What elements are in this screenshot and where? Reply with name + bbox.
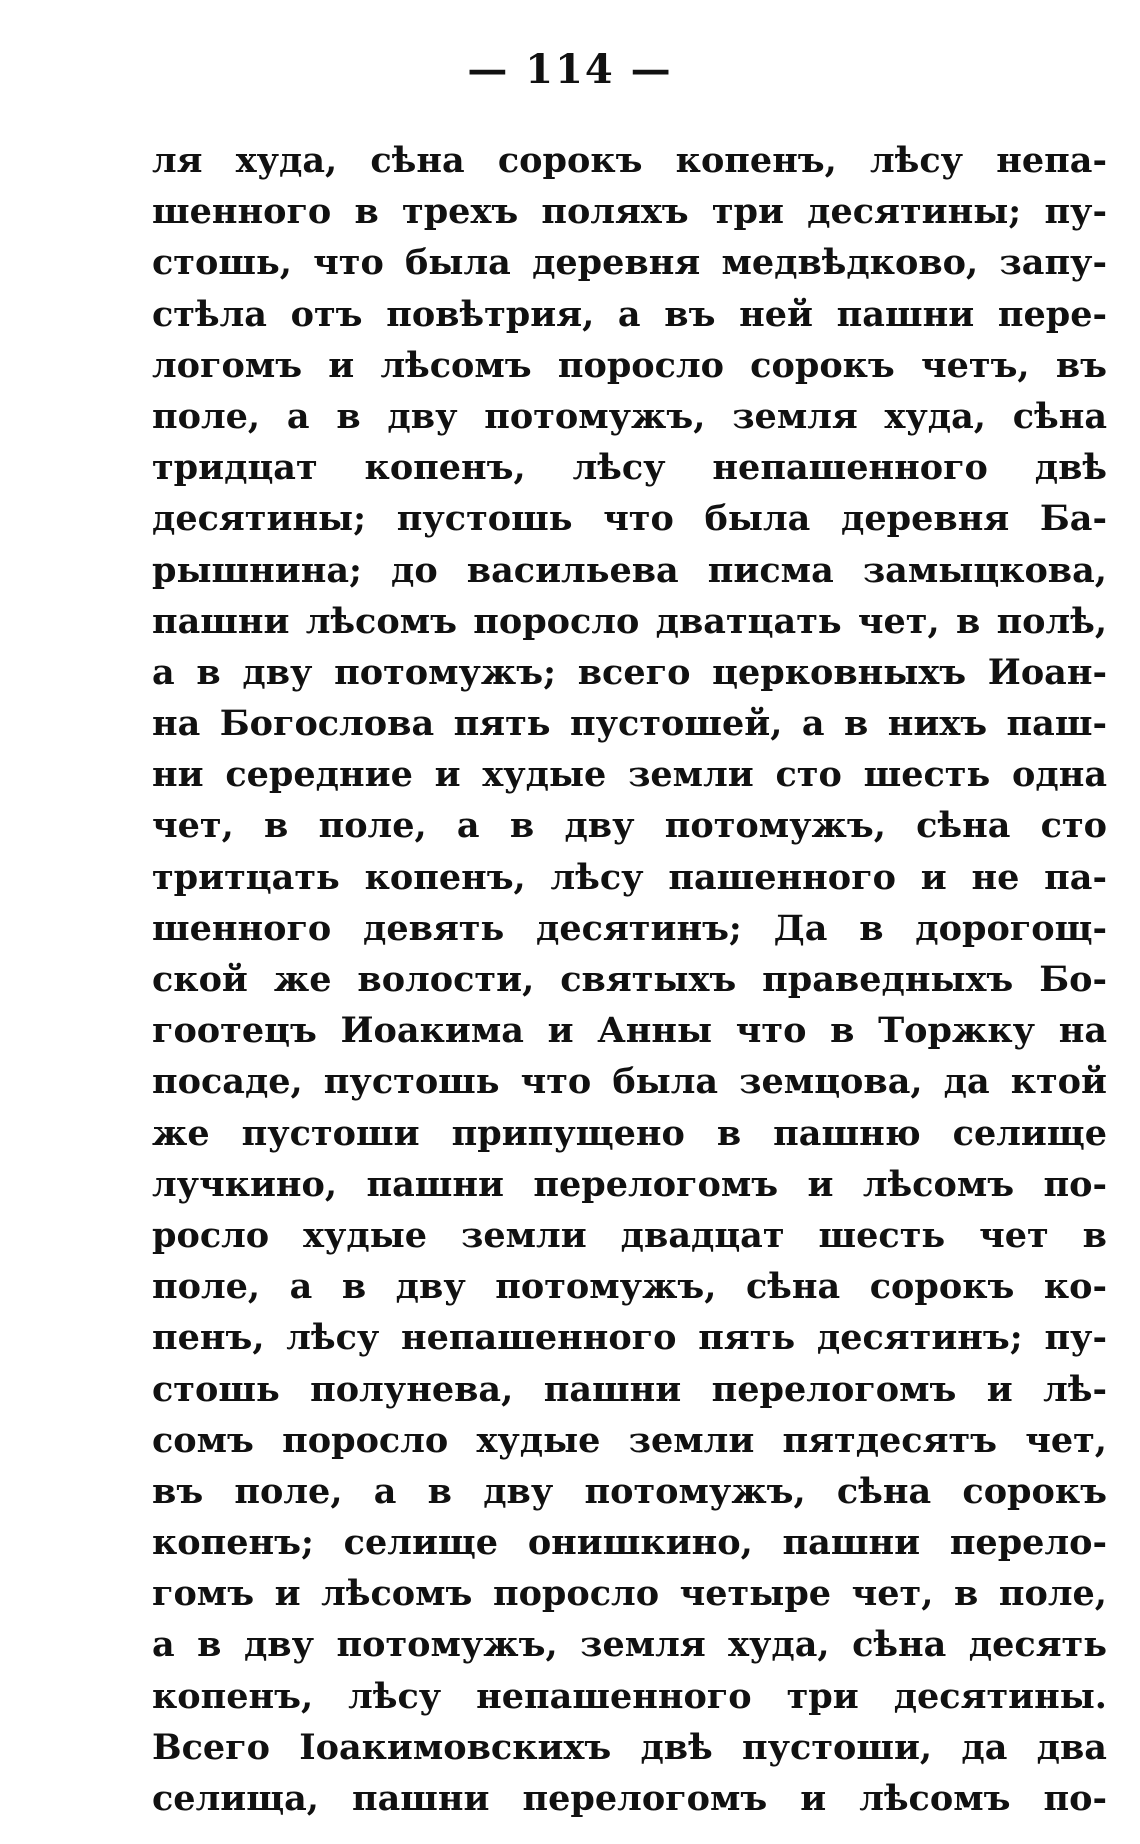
text-line: пашни лѣсомъ поросло дватцать чет, в полѣ, [152,600,1107,642]
text-line: лучкино, пашни перелогомъ и лѣсомъ по- [152,1163,1107,1205]
text-line: поле, а в дву потомужъ, сѣна сорокъ ко- [152,1266,1107,1308]
text-line: рышнина; до васильева писма замыцкова, [152,549,1107,591]
text-line: на Богослова пять пустошей, а в нихъ паш- [152,703,1107,745]
text-line: стѣла отъ повѣтрия, а въ ней пашни пере- [152,293,1107,335]
text-line: а в дву потомужъ, земля худа, сѣна десять [152,1624,1107,1666]
body-text [152,135,1107,1824]
text-line: копенъ, лѣсу непашенного три десятины. [152,1675,1107,1717]
text-line: Всего Іоакимовскихъ двѣ пустоши, да два [152,1726,1107,1768]
page-number: — 114 — [467,46,673,93]
text-line: поле, а в дву потомужъ, земля худа, сѣна [152,395,1107,437]
text-line: стошь, что была деревня медвѣдково, запу- [152,242,1107,284]
text-line: тридцат копенъ, лѣсу непашенного двѣ [152,447,1107,489]
text-line: ской же волости, святыхъ праведныхъ Бо- [152,959,1107,1000]
text-line: десятины; пустошь что была деревня Ба- [152,498,1107,540]
text-line: логомъ и лѣсомъ поросло сорокъ четъ, въ [152,344,1107,386]
text-line: копенъ; селище онишкино, пашни перело- [152,1522,1107,1564]
text-line: шенного в трехъ поляхъ три десятины; пу- [152,191,1107,233]
text-line: тритцать копенъ, лѣсу пашенного и не па- [152,856,1107,898]
text-line: чет, в поле, а в дву потомужъ, сѣна сто [152,805,1107,847]
text-line: шенного девять десятинъ; Да в дорогощ- [152,907,1107,949]
text-line: а в дву потомужъ; всего церковныхъ Иоан- [152,651,1107,693]
text-line: гомъ и лѣсомъ поросло четыре чет, в поле, [152,1573,1107,1615]
text-line: селища, пашни перелогомъ и лѣсомъ по- [152,1778,1107,1819]
text-line: сомъ поросло худые земли пятдесятъ чет, [152,1419,1107,1461]
text-line: пенъ, лѣсу непашенного пять десятинъ; пу- [152,1317,1107,1359]
text-line: въ поле, а в дву потомужъ, сѣна сорокъ [152,1470,1107,1512]
text-line: же пустоши припущено в пашню селище [152,1112,1107,1154]
text-line: посаде, пустошь что была земцова, да ктой [152,1061,1107,1103]
text-line: ни середние и худые земли сто шесть одна [152,754,1107,796]
text-line: стошь полунева, пашни перелогомъ и лѣ- [152,1368,1107,1410]
text-line: гоотецъ Иоакима и Анны что в Торжку на [152,1010,1107,1052]
text-line: росло худые земли двадцат шесть чет в [152,1214,1107,1256]
text-line: ля худа, сѣна сорокъ копенъ, лѣсу непа- [152,140,1107,181]
